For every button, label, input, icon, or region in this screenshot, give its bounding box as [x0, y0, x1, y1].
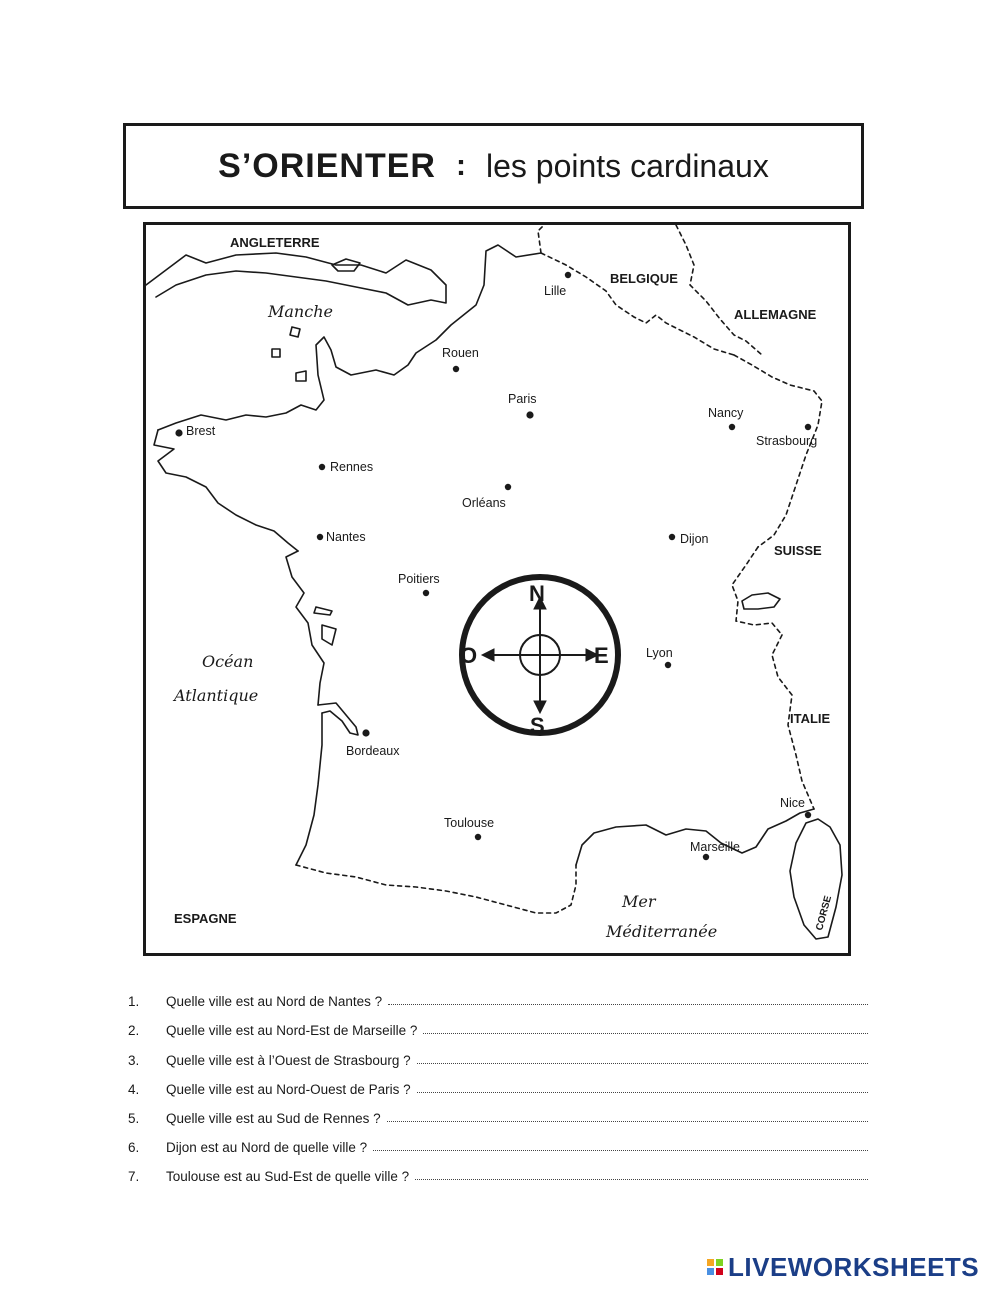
lake-geneva — [742, 593, 780, 609]
label-ocean-line1: Océan — [202, 652, 254, 671]
label-suisse: SUISSE — [774, 543, 822, 558]
atlantic-coast-south — [296, 713, 322, 865]
label-espagne: ESPAGNE — [174, 911, 237, 926]
answer-line[interactable] — [417, 1091, 868, 1093]
dot-bordeaux — [362, 729, 369, 736]
border-spain — [296, 865, 576, 913]
label-manche: Manche — [268, 302, 333, 321]
label-paris: Paris — [508, 392, 537, 406]
liveworksheets-logo-icon — [707, 1259, 723, 1275]
answer-line[interactable] — [388, 1003, 868, 1005]
question-number: 7. — [128, 1169, 140, 1185]
label-italie: ITALIE — [790, 711, 831, 726]
dot-dijon — [669, 534, 675, 540]
label-lille: Lille — [544, 284, 567, 298]
city-dots — [175, 272, 811, 860]
question-text: Dijon est au Nord de quelle ville ? — [166, 1140, 368, 1156]
label-orleans: Orléans — [462, 496, 506, 510]
border-germany-north — [676, 225, 762, 355]
border-belgium-upper — [538, 225, 544, 253]
question-item — [128, 1009, 868, 1038]
title-subtitle: les points cardinaux — [485, 147, 769, 184]
channel-island-2 — [296, 371, 306, 381]
compass-north: N — [529, 581, 545, 606]
label-rennes: Rennes — [330, 460, 374, 474]
label-allemagne: ALLEMAGNE — [734, 307, 817, 322]
title-separator: : — [455, 149, 466, 182]
question-item — [128, 1126, 868, 1155]
label-corse: CORSE — [814, 894, 835, 932]
ile-oleron — [322, 625, 336, 645]
dot-poitiers — [423, 590, 429, 596]
answer-line[interactable] — [423, 1032, 868, 1034]
question-item — [128, 980, 868, 1009]
answer-line[interactable] — [373, 1149, 868, 1151]
question-text: Quelle ville est à l’Ouest de Strasbourg ? — [166, 1052, 411, 1068]
question-item — [128, 1097, 868, 1126]
question-number: 4. — [128, 1081, 140, 1097]
label-mer-line2: Méditerranée — [606, 922, 718, 941]
label-marseille: Marseille — [690, 840, 741, 854]
question-number: 3. — [128, 1052, 140, 1068]
dot-lyon — [665, 662, 671, 668]
brittany-coast — [154, 430, 298, 551]
label-strasbourg: Strasbourg — [756, 434, 818, 448]
title-main: S’ORIENTER — [218, 146, 436, 185]
map-drawing — [146, 225, 848, 953]
brand-text: LIVEWORKSHEETS — [728, 1251, 980, 1282]
label-nancy: Nancy — [708, 406, 744, 420]
title-box — [123, 123, 864, 209]
dot-rennes — [319, 464, 325, 470]
dot-orleans — [505, 484, 511, 490]
logo-square-2 — [716, 1259, 723, 1266]
label-toulouse: Toulouse — [444, 816, 495, 830]
answer-line[interactable] — [417, 1062, 868, 1064]
question-list — [128, 980, 868, 1184]
dot-rouen — [453, 366, 459, 372]
label-brest: Brest — [186, 424, 216, 438]
atlantic-coast-north — [286, 551, 324, 705]
border-germany-rhine — [734, 355, 822, 547]
label-poitiers: Poitiers — [398, 572, 440, 586]
border-switzerland — [732, 547, 782, 635]
label-nice: Nice — [780, 796, 806, 810]
channel-island-1 — [272, 349, 280, 357]
dot-paris — [526, 411, 533, 418]
england-coastline — [146, 253, 446, 305]
label-nantes: Nantes — [326, 530, 366, 544]
logo-square-1 — [707, 1259, 714, 1266]
question-text: Quelle ville est au Nord de Nantes ? — [166, 994, 383, 1010]
label-mer-line1: Mer — [622, 892, 656, 911]
question-item — [128, 1155, 868, 1184]
question-text: Toulouse est au Sud-Est de quelle ville ? — [166, 1169, 410, 1185]
question-text: Quelle ville est au Nord-Est de Marseille ? — [166, 1023, 418, 1039]
dot-lille — [565, 272, 571, 278]
label-rouen: Rouen — [442, 346, 479, 360]
dot-nantes — [317, 534, 323, 540]
dot-toulouse — [475, 834, 481, 840]
label-angleterre: ANGLETERRE — [230, 235, 320, 250]
label-bordeaux: Bordeaux — [346, 744, 400, 758]
question-number: 1. — [128, 994, 140, 1010]
label-lyon: Lyon — [646, 646, 673, 660]
question-number: 2. — [128, 1023, 140, 1039]
label-dijon: Dijon — [680, 532, 709, 546]
map-of-france — [143, 222, 851, 956]
dot-brest — [175, 429, 182, 436]
channel-coast — [158, 245, 541, 430]
question-item — [128, 1068, 868, 1097]
label-belgique: BELGIQUE — [610, 271, 678, 286]
compass-south: S — [530, 713, 545, 738]
compass-east: E — [594, 643, 609, 668]
question-text: Quelle ville est au Nord-Ouest de Paris ? — [166, 1081, 411, 1097]
gironde-estuary — [318, 703, 358, 735]
answer-line[interactable] — [415, 1178, 868, 1180]
question-item — [128, 1038, 868, 1067]
mediterranean-coast — [576, 809, 814, 865]
dot-strasbourg — [805, 424, 811, 430]
logo-square-4 — [716, 1268, 723, 1275]
border-belgium — [541, 253, 734, 355]
channel-island-3 — [290, 327, 300, 337]
liveworksheets-brand[interactable] — [707, 1253, 979, 1281]
compass-west: O — [460, 643, 478, 668]
question-text: Quelle ville est au Sud de Rennes ? — [166, 1110, 381, 1126]
dot-marseille — [703, 854, 709, 860]
dot-nice — [805, 812, 811, 818]
answer-line[interactable] — [387, 1120, 868, 1122]
question-number: 6. — [128, 1140, 140, 1156]
ile-de-re — [314, 607, 332, 615]
dot-nancy — [729, 424, 735, 430]
question-number: 5. — [128, 1110, 140, 1126]
arrow-south-icon — [534, 701, 546, 713]
arrow-west-icon — [482, 649, 494, 661]
label-ocean-line2: Atlantique — [174, 686, 259, 705]
logo-square-3 — [707, 1268, 714, 1275]
